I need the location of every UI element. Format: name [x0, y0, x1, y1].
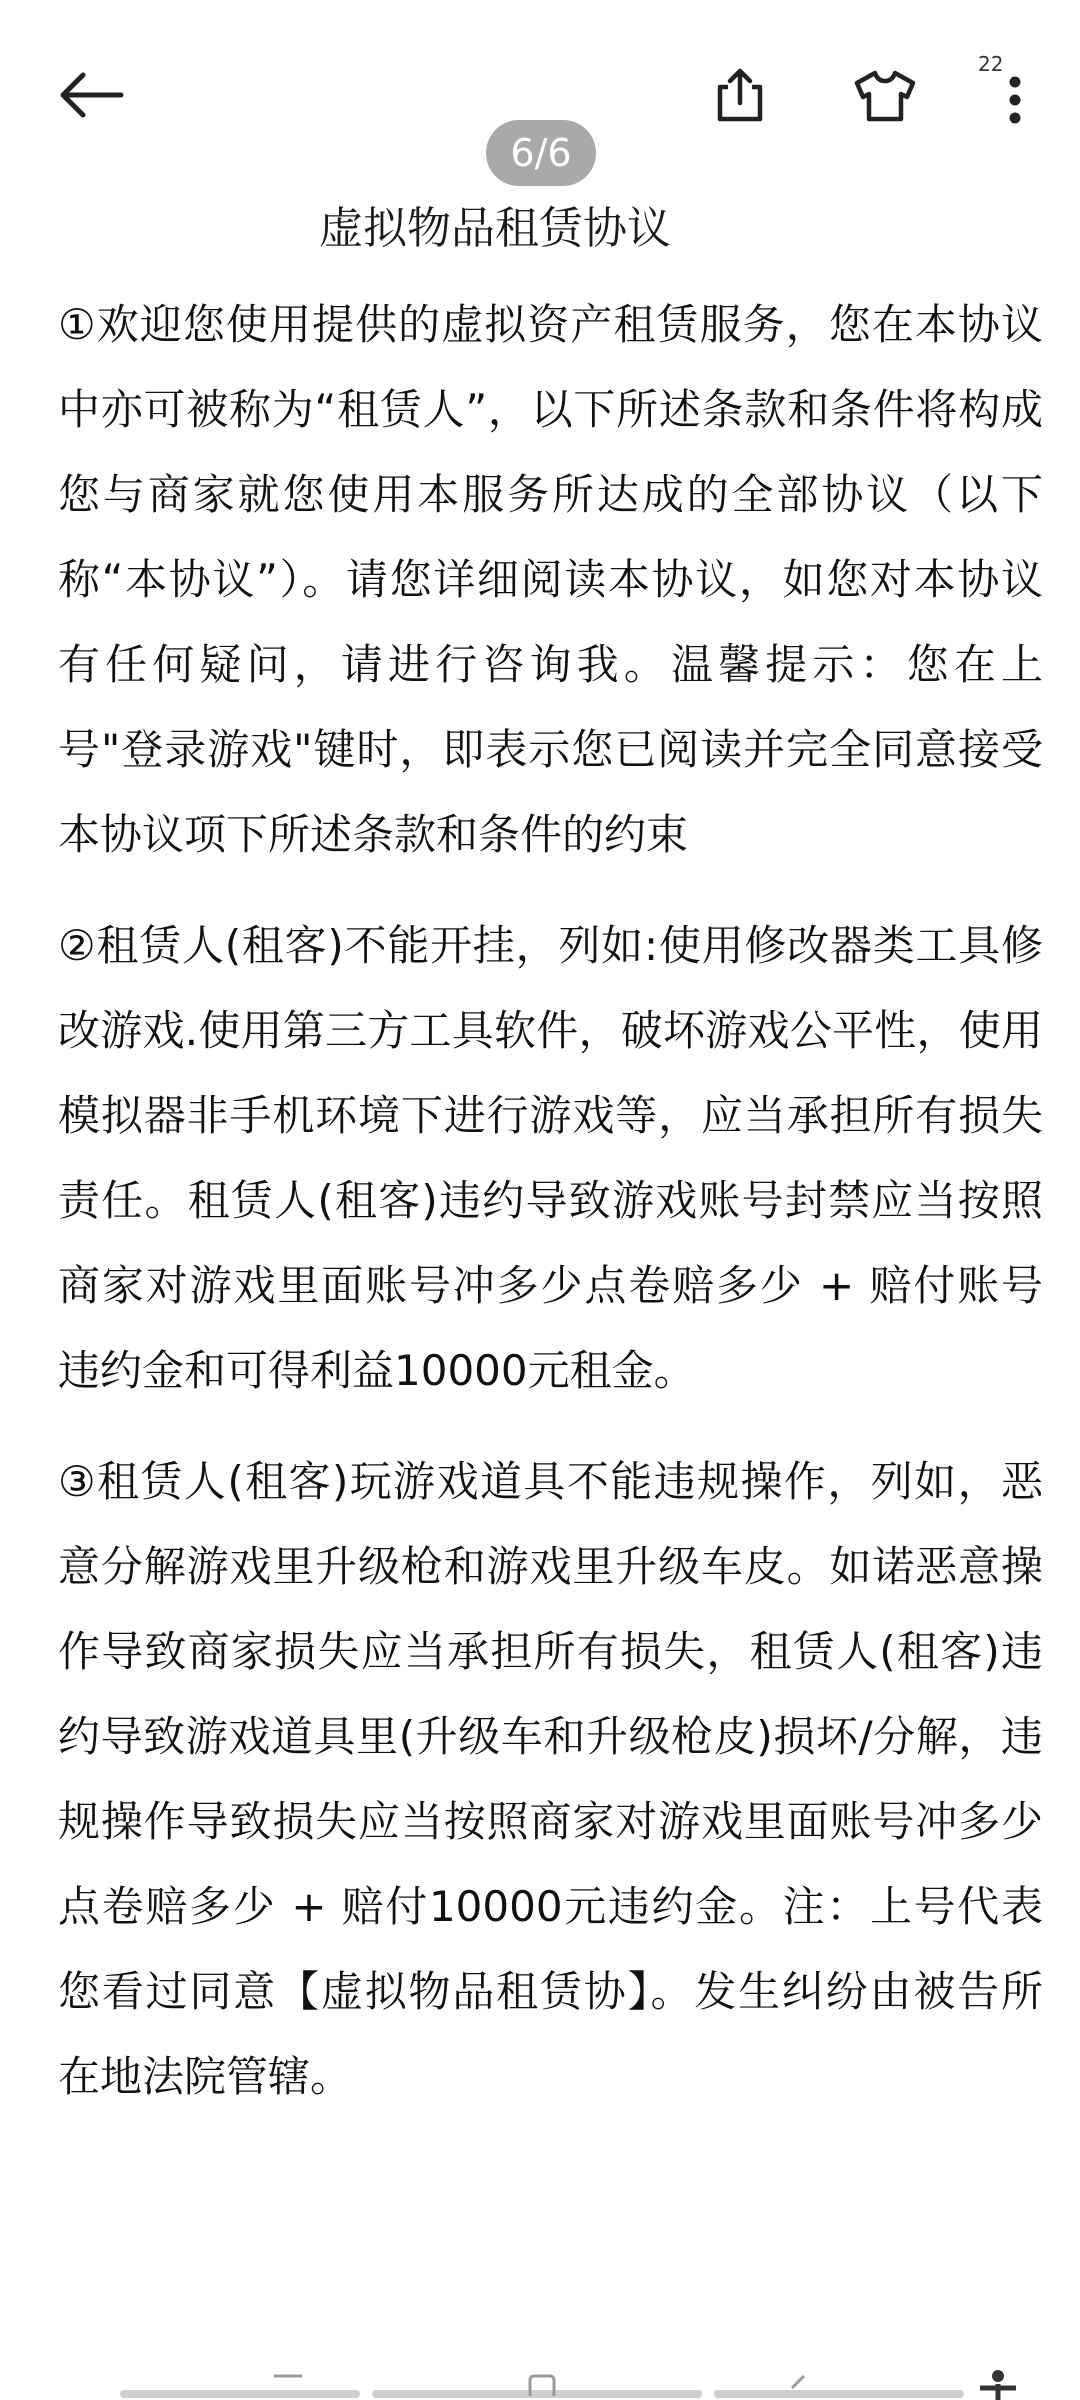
theme-button[interactable]: [840, 55, 930, 135]
back-button[interactable]: [50, 55, 130, 135]
system-navigation-bar: [0, 2368, 1080, 2400]
document-title: 虚拟物品租赁协议: [319, 203, 671, 254]
top-toolbar: [0, 0, 1080, 190]
notification-badge: 22: [978, 52, 1004, 76]
accessibility-icon[interactable]: [968, 2368, 1028, 2400]
clause-paragraph: ③租赁人(租客)玩游戏道具不能违规操作，列如，恶意分解游戏里升级枪和游戏里升级车皮。如诺恶意操作导致商家损失应当承担所有损失，租赁人(租客)违约导致游戏道具里(升级车和升级枪皮)损坏/分解，违规操作导致损失应当按照商家对游戏里面账号冲多少点卷赔多少 + 赔付10000元违约金。注：上号代表您看过同意【虚拟物品租赁协】。发生纠纷由被告所在地法院管辖。: [58, 1457, 1043, 2101]
share-button[interactable]: [700, 55, 780, 135]
home-icon[interactable]: [522, 2372, 562, 2396]
tshirt-icon: [851, 67, 919, 123]
clause-paragraph: ②租赁人(租客)不能开挂，列如:使用修改器类工具修改游戏.使用第三方工具软件，破坏游戏公平性，使用模拟器非手机环境下进行游戏等，应当承担所有损失责任。租赁人(租客)违约导致游戏账号封禁应当按照商家对游戏里面账号冲多少点卷赔多少 + 赔付账号违约金和可得利益10000元租金。: [58, 921, 1043, 1395]
clause-paragraph: ①欢迎您使用提供的虚拟资产租赁服务，您在本协议中亦可被称为“租赁人”，以下所述条款和条件将构成您与商家就您使用本服务所达成的全部协议（以下称“本协议”）。请您详细阅读本协议，如您对本协议有任何疑问，请进行咨询我。温馨提示：您在上号"登录游戏"键时，即表示您已阅读并完全同意接受本协议项下所述条款和条件的约束: [58, 300, 1043, 859]
back-nav-icon[interactable]: [778, 2372, 818, 2396]
arrow-left-icon: [55, 70, 125, 120]
more-vertical-icon: [1005, 70, 1025, 130]
document-body: [58, 282, 1043, 2145]
menu-icon[interactable]: [268, 2372, 308, 2392]
more-button[interactable]: [990, 60, 1040, 140]
page-indicator: 6/6: [486, 120, 596, 186]
nav-divider: [120, 2390, 360, 2398]
share-icon: [712, 65, 768, 125]
nav-divider: [714, 2390, 964, 2398]
